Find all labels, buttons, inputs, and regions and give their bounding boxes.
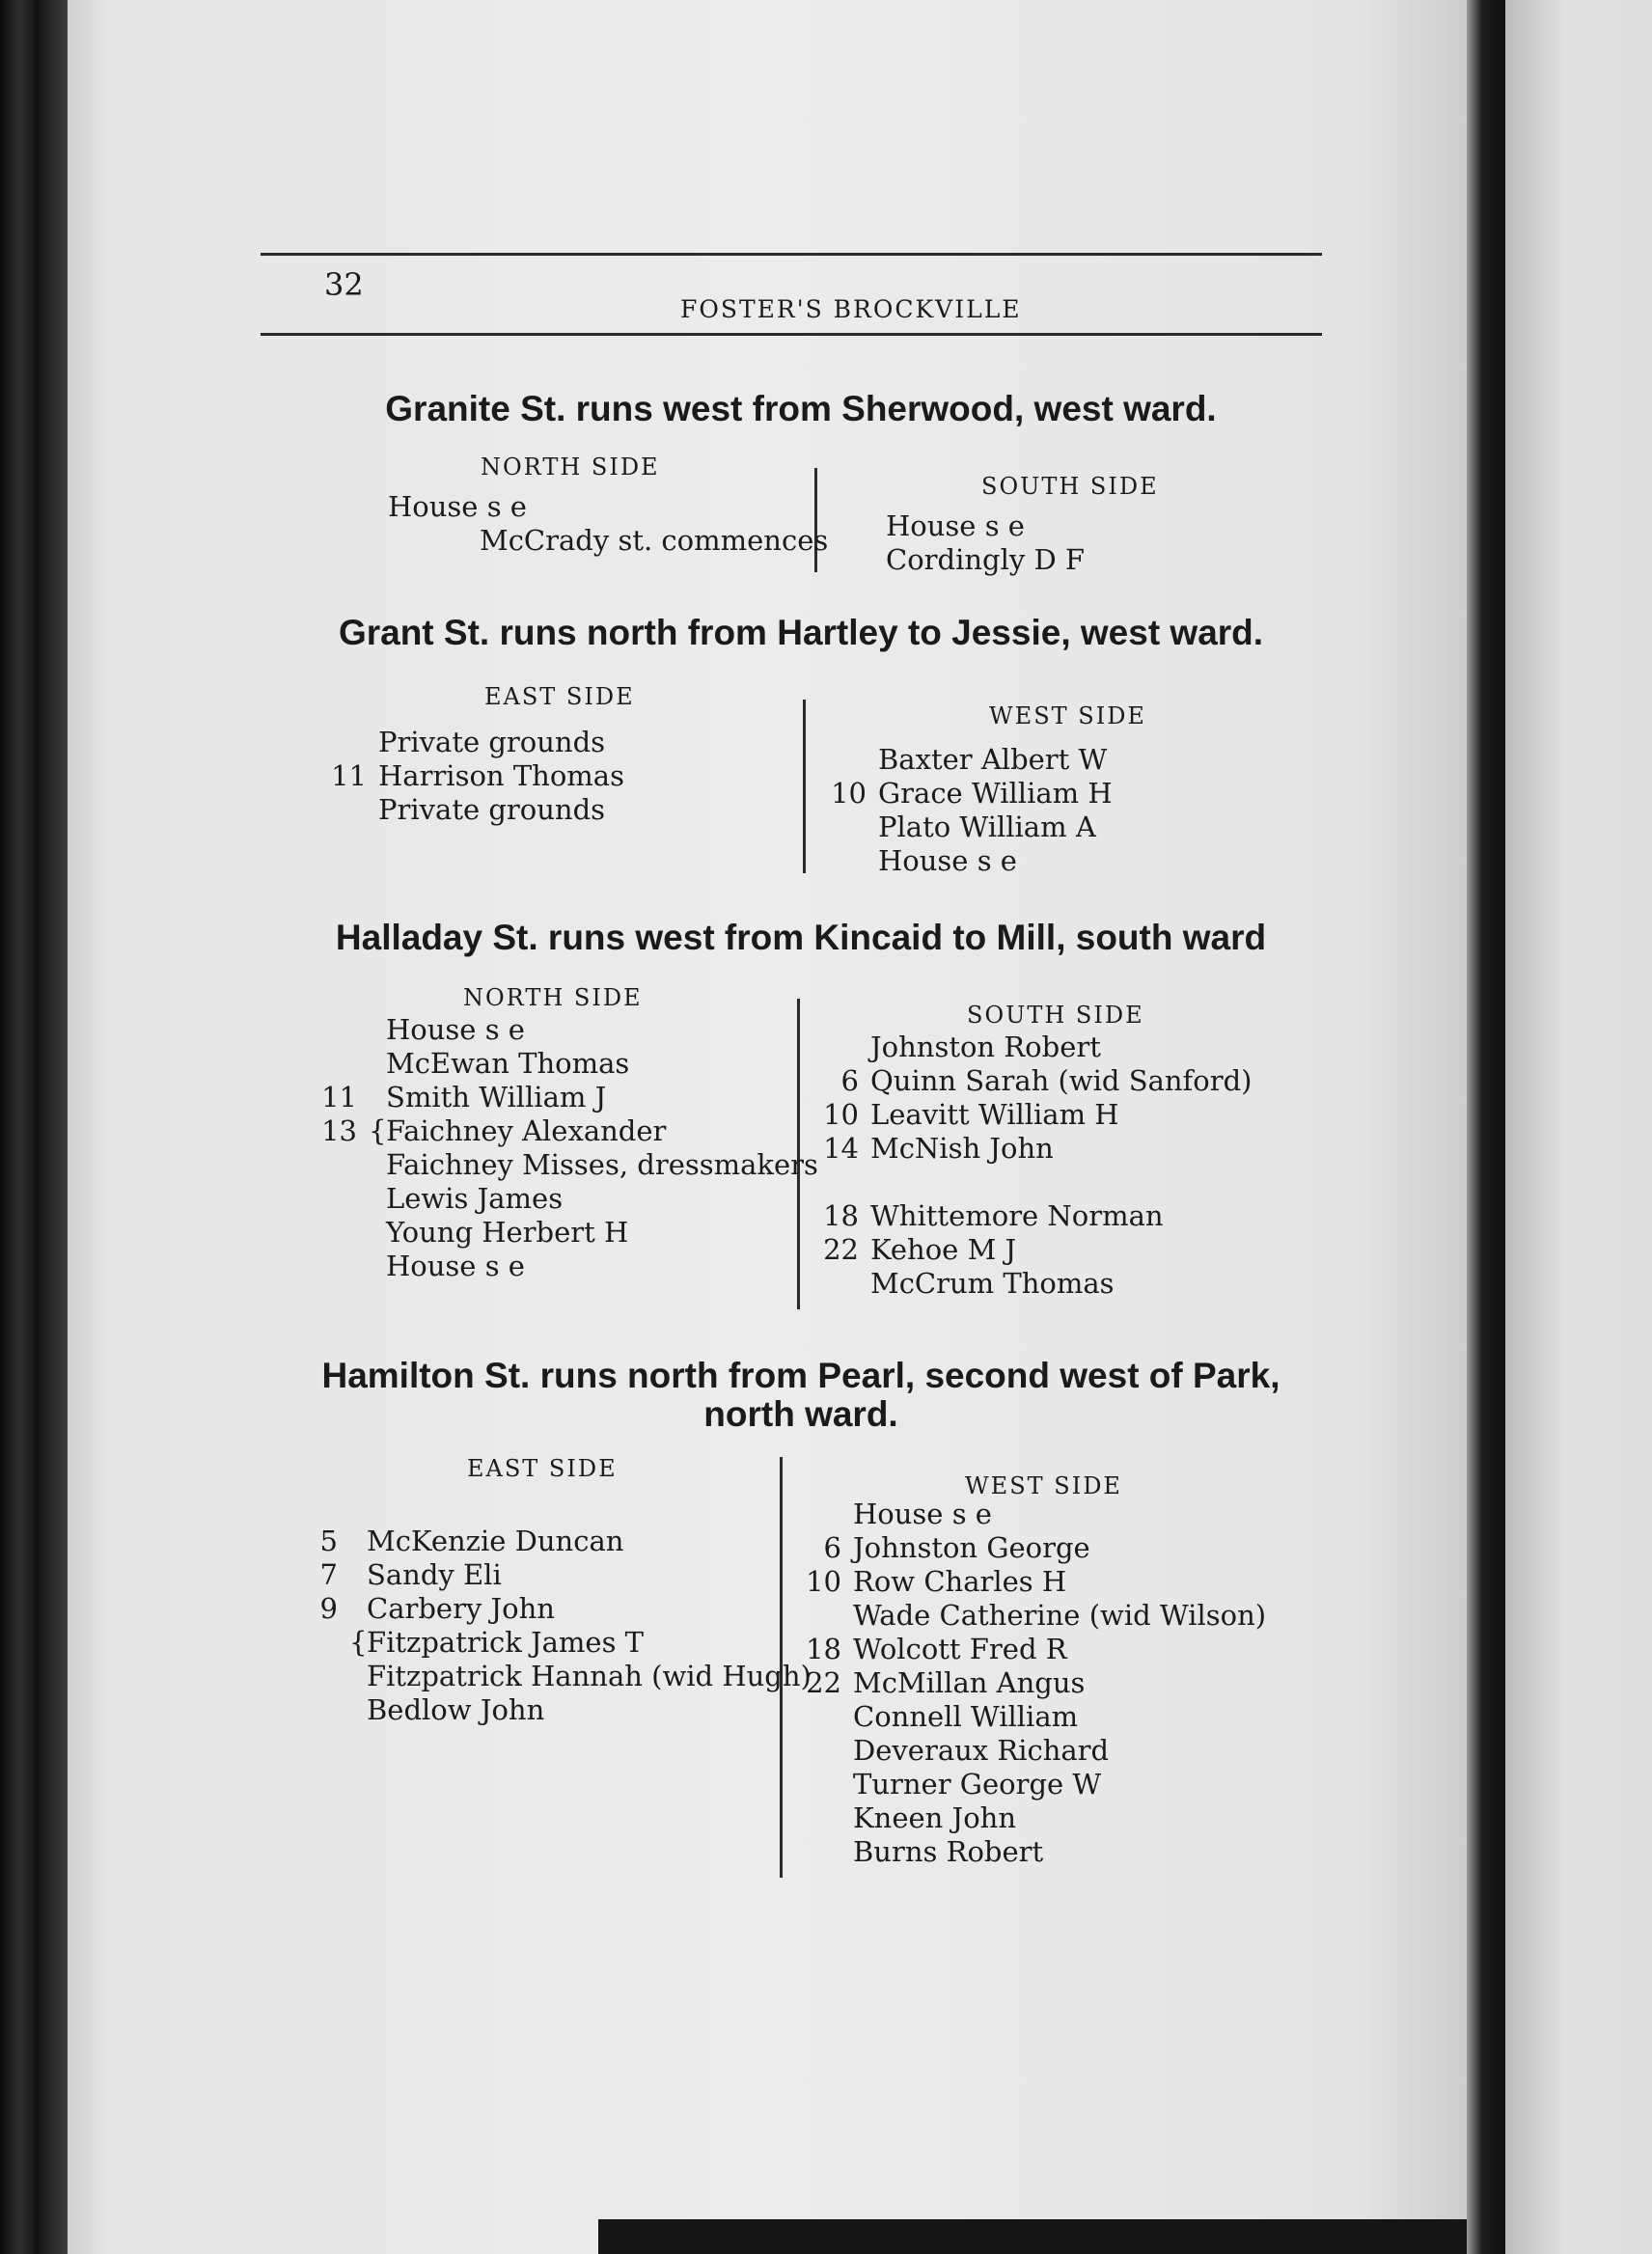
hamilton-west-entries — [793, 1498, 1266, 1869]
list-item: Kneen John — [853, 1801, 1017, 1834]
list-item: McCrady st. commences — [480, 524, 829, 557]
list-item: Plato William A — [878, 811, 1096, 843]
list-item: 13 { Faichney Alexander — [321, 1114, 667, 1147]
halladay-south-entries — [811, 1031, 1252, 1301]
list-item: 14 McNish John — [823, 1132, 1054, 1165]
list-item: Fitzpatrick Hannah (wid Hugh) — [367, 1660, 812, 1692]
grant-west-entries — [818, 743, 1113, 878]
list-item: Private grounds — [378, 793, 606, 826]
list-item: 11 Smith William J — [321, 1081, 607, 1113]
list-item: Lewis James — [386, 1182, 564, 1215]
list-item: Private grounds — [378, 726, 606, 758]
header-top-rule — [261, 253, 1322, 256]
list-item: 11 Harrison Thomas — [331, 759, 624, 792]
running-head: FOSTER'S BROCKVILLE — [680, 295, 1022, 323]
column-label-east-side: EAST SIDE — [484, 683, 635, 710]
list-item: 5 McKenzie Duncan — [319, 1525, 624, 1557]
list-item: Bedlow John — [367, 1693, 545, 1726]
book-gutter — [1467, 0, 1505, 2254]
column-label-north-side: NORTH SIDE — [481, 454, 660, 481]
list-item: Baxter Albert W — [878, 743, 1108, 776]
list-item: Turner George W — [853, 1768, 1102, 1800]
list-item: 6 Quinn Sarah (wid Sanford) — [840, 1064, 1253, 1097]
list-item: 22 Kehoe M J — [823, 1233, 1017, 1266]
list-item: 9 Carbery John — [319, 1592, 555, 1625]
list-item: Young Herbert H — [386, 1216, 629, 1249]
list-item: Deveraux Richard — [853, 1734, 1110, 1767]
facing-page-edge — [1505, 0, 1652, 2254]
list-item-spacer — [811, 1166, 1252, 1199]
list-item: House s e — [886, 509, 1025, 542]
list-item: Johnston Robert — [870, 1031, 1101, 1063]
list-item: 18 Whittemore Norman — [823, 1199, 1164, 1232]
list-item: House s e — [386, 1250, 525, 1282]
column-label-west-side: WEST SIDE — [989, 702, 1146, 729]
list-item: 7 Sandy Eli — [319, 1558, 502, 1591]
book-binding — [0, 0, 68, 2254]
list-item: House s e — [388, 490, 527, 523]
column-label-north-side: NORTH SIDE — [463, 984, 643, 1011]
hamilton-east-entries — [289, 1525, 812, 1727]
column-label-south-side: SOUTH SIDE — [967, 1002, 1144, 1029]
street-heading-hamilton-line2: north ward. — [703, 1394, 898, 1434]
list-item: Faichney Misses, dressmakers — [386, 1148, 818, 1181]
list-item: Wade Catherine (wid Wilson) — [853, 1599, 1267, 1632]
header-bottom-rule — [261, 333, 1322, 336]
list-item: 10 Grace William H — [831, 777, 1113, 810]
granite-south-entries — [826, 509, 1085, 577]
list-item: House s e — [386, 1013, 525, 1046]
grant-east-entries — [318, 726, 624, 827]
column-label-east-side: EAST SIDE — [467, 1455, 618, 1482]
street-heading-halladay: Halladay St. runs west from Kincaid to Mill, south ward — [335, 918, 1267, 957]
halladay-north-entries — [309, 1013, 818, 1283]
column-divider — [803, 700, 806, 873]
street-heading-granite: Granite St. runs west from Sherwood, west ward. — [385, 389, 1217, 428]
list-item: 22 McMillan Angus — [806, 1666, 1086, 1699]
list-item: Burns Robert — [853, 1835, 1044, 1868]
list-item: 18 Wolcott Fred R — [806, 1633, 1067, 1665]
list-item: Cordingly D F — [886, 543, 1086, 576]
street-heading-hamilton: Hamilton St. runs north from Pearl, second west of Park, — [321, 1356, 1280, 1395]
list-item: House s e — [878, 844, 1017, 877]
street-heading-grant: Grant St. runs north from Hartley to Jessie, west ward. — [338, 613, 1264, 652]
list-item: McCrum Thomas — [870, 1267, 1115, 1300]
scan-bottom-edge — [598, 2219, 1467, 2254]
column-label-west-side: WEST SIDE — [965, 1472, 1122, 1499]
list-item: House s e — [853, 1498, 992, 1530]
list-item: { Fitzpatrick James T — [349, 1626, 645, 1659]
granite-north-entries — [328, 490, 828, 558]
column-label-south-side: SOUTH SIDE — [981, 473, 1159, 500]
list-item: 10 Leavitt William H — [823, 1098, 1119, 1131]
list-item: 10 Row Charles H — [806, 1565, 1067, 1598]
page-number: 32 — [324, 266, 364, 303]
list-item: Connell William — [853, 1700, 1079, 1733]
list-item: 6 Johnston George — [823, 1531, 1090, 1564]
list-item: McEwan Thomas — [386, 1047, 630, 1080]
